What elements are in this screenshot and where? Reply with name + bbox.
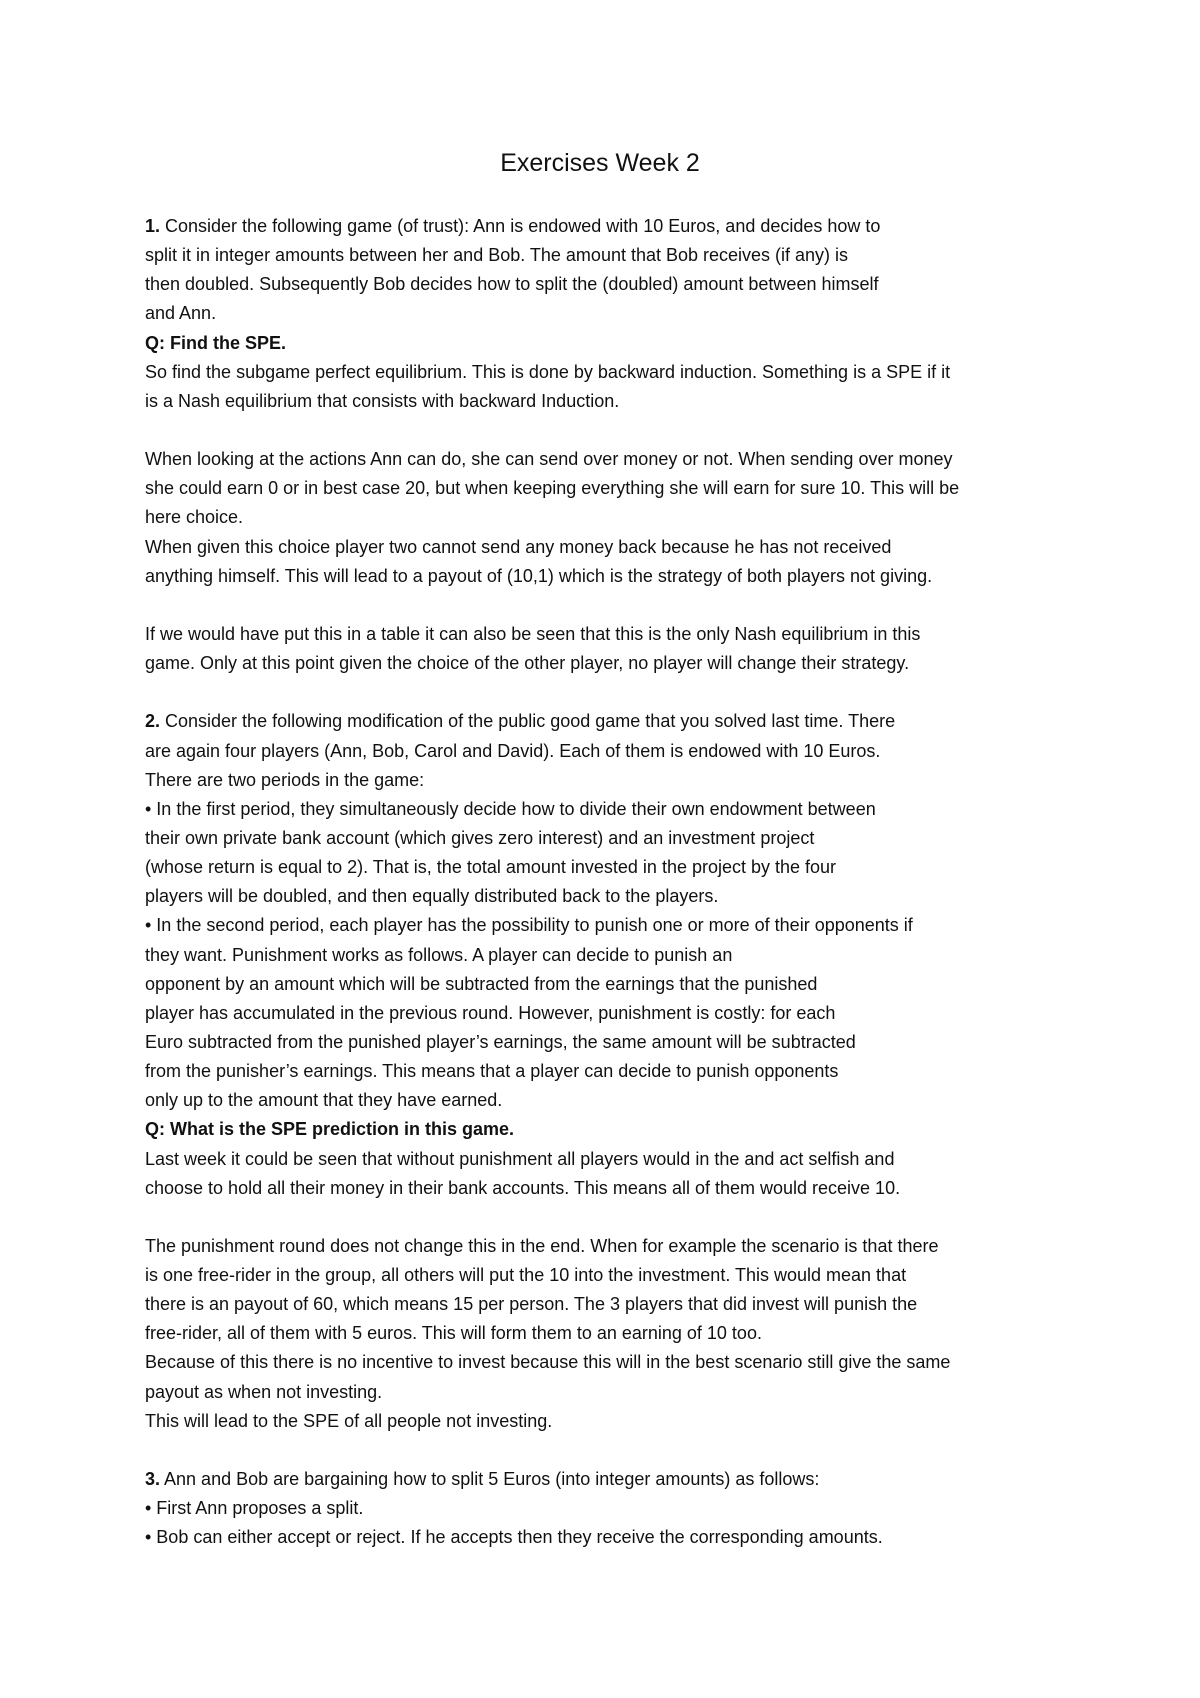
text-run: here choice. <box>145 507 244 528</box>
text-run: players will be doubled, and then equally distributed back to the players. <box>145 886 719 907</box>
blank-line <box>145 1203 1065 1232</box>
text-run: • Bob can either accept or reject. If he accepts then they receive the corresponding amounts. <box>145 1527 883 1548</box>
text-run: The punishment round does not change this in the end. When for example the scenario is that there <box>145 1235 939 1256</box>
text-run: free-rider, all of them with 5 euros. This will form them to an earning of 10 too. <box>145 1323 762 1344</box>
text-line <box>145 358 1065 387</box>
text-line <box>145 562 1065 591</box>
text-run: Consider the following modification of the public good game that you solved last time. There <box>160 711 896 732</box>
text-run: Last week it could be seen that without punishment all players would in the and act selfish and <box>145 1148 895 1169</box>
bold-text-run: 1. <box>145 216 161 236</box>
text-run: choose to hold all their money in their bank accounts. This means all of them would receive 10. <box>145 1177 901 1198</box>
text-run: • First Ann proposes a split. <box>145 1498 364 1519</box>
text-run: When looking at the actions Ann can do, she can send over money or not. When sending over money <box>145 449 953 470</box>
text-line <box>145 853 1065 882</box>
blank-line <box>145 1436 1065 1465</box>
text-line <box>145 270 1065 299</box>
text-run: only up to the amount that they have earned. <box>145 1090 503 1111</box>
text-line <box>145 882 1065 911</box>
text-run: from the punisher’s earnings. This means that a player can decide to punish opponents <box>145 1061 839 1082</box>
text-run: are again four players (Ann, Bob, Carol and David). Each of them is endowed with 10 Euros. <box>145 740 881 761</box>
text-run: Ann and Bob are bargaining how to split 5 Euros (into integer amounts) as follows: <box>160 1469 820 1490</box>
text-line <box>145 1086 1065 1115</box>
text-line <box>145 1261 1065 1290</box>
blank-line <box>145 678 1065 707</box>
text-line <box>145 1523 1065 1552</box>
text-line <box>145 941 1065 970</box>
text-run: If we would have put this in a table it can also be seen that this is the only Nash equilibrium in this <box>145 623 921 644</box>
text-run: When given this choice player two cannot send any money back because he has not received <box>145 536 892 557</box>
document-title: Exercises Week 2 <box>500 149 700 177</box>
text-line <box>145 911 1065 940</box>
text-run: and Ann. <box>145 303 217 324</box>
text-line <box>145 474 1065 503</box>
text-run: Euro subtracted from the punished player’s earnings, the same amount will be subtracted <box>145 1031 856 1052</box>
text-run: is a Nash equilibrium that consists with backward Induction. <box>145 390 620 411</box>
document-body <box>145 212 1065 1552</box>
text-run: is one free-rider in the group, all others will put the 10 into the investment. This would mean that <box>145 1265 907 1286</box>
text-run: split it in integer amounts between her and Bob. The amount that Bob receives (if any) is <box>145 245 849 266</box>
text-run: opponent by an amount which will be subtracted from the earnings that the punished <box>145 973 818 994</box>
text-line <box>145 1494 1065 1523</box>
text-run: player has accumulated in the previous round. However, punishment is costly: for each <box>145 1002 836 1023</box>
text-line <box>145 1145 1065 1174</box>
text-run: (whose return is equal to 2). That is, the total amount invested in the project by the four <box>145 857 837 878</box>
text-line <box>145 1290 1065 1319</box>
text-line <box>145 649 1065 678</box>
text-line <box>145 737 1065 766</box>
text-run: • In the first period, they simultaneously decide how to divide their own endowment between <box>145 798 876 819</box>
text-run: their own private bank account (which gives zero interest) and an investment project <box>145 827 815 848</box>
text-line <box>145 1232 1065 1261</box>
text-line <box>145 620 1065 649</box>
text-line <box>145 1465 1065 1494</box>
text-line <box>145 1348 1065 1377</box>
text-run: Consider the following game (of trust): Ann is endowed with 10 Euros, and decides how to <box>160 216 881 236</box>
text-line <box>145 1174 1065 1203</box>
text-line <box>145 1407 1065 1436</box>
text-line <box>145 212 1065 241</box>
text-line <box>145 445 1065 474</box>
text-run: then doubled. Subsequently Bob decides how to split the (doubled) amount between himself <box>145 274 879 295</box>
text-run: game. Only at this point given the choice of the other player, no player will change their strategy. <box>145 653 910 674</box>
text-run: • In the second period, each player has the possibility to punish one or more of their opponents if <box>145 915 913 936</box>
text-line <box>145 1319 1065 1348</box>
bold-text-run: 3. <box>145 1469 161 1490</box>
text-line <box>145 999 1065 1028</box>
text-line <box>145 824 1065 853</box>
text-run: Because of this there is no incentive to invest because this will in the best scenario still give the same <box>145 1352 951 1373</box>
blank-line <box>145 416 1065 445</box>
text-line <box>145 795 1065 824</box>
text-run: payout as when not investing. <box>145 1381 383 1402</box>
text-run: she could earn 0 or in best case 20, but when keeping everything she will earn for sure 10. This will be <box>145 478 960 499</box>
text-line <box>145 1115 1065 1144</box>
text-line <box>145 1378 1065 1407</box>
text-line <box>145 329 1065 358</box>
text-line <box>145 766 1065 795</box>
text-line <box>145 533 1065 562</box>
bold-text-run: 2. <box>145 711 161 732</box>
text-run: There are two periods in the game: <box>145 769 425 790</box>
text-run: This will lead to the SPE of all people not investing. <box>145 1410 553 1431</box>
text-run: there is an payout of 60, which means 15 per person. The 3 players that did invest will punish the <box>145 1294 918 1315</box>
text-line <box>145 1028 1065 1057</box>
text-line <box>145 1057 1065 1086</box>
text-line <box>145 299 1065 328</box>
bold-text-run: Q: Find the SPE. <box>145 332 287 353</box>
text-run: So find the subgame perfect equilibrium. This is done by backward induction. Something is a SPE if it <box>145 361 951 382</box>
text-line <box>145 503 1065 532</box>
text-line <box>145 707 1065 736</box>
text-line <box>145 241 1065 270</box>
blank-line <box>145 591 1065 620</box>
text-run: anything himself. This will lead to a payout of (10,1) which is the strategy of both players not giving. <box>145 565 933 586</box>
text-line <box>145 970 1065 999</box>
bold-text-run: Q: What is the SPE prediction in this game. <box>145 1119 515 1140</box>
text-line <box>145 387 1065 416</box>
text-run: they want. Punishment works as follows. A player can decide to punish an <box>145 944 733 965</box>
